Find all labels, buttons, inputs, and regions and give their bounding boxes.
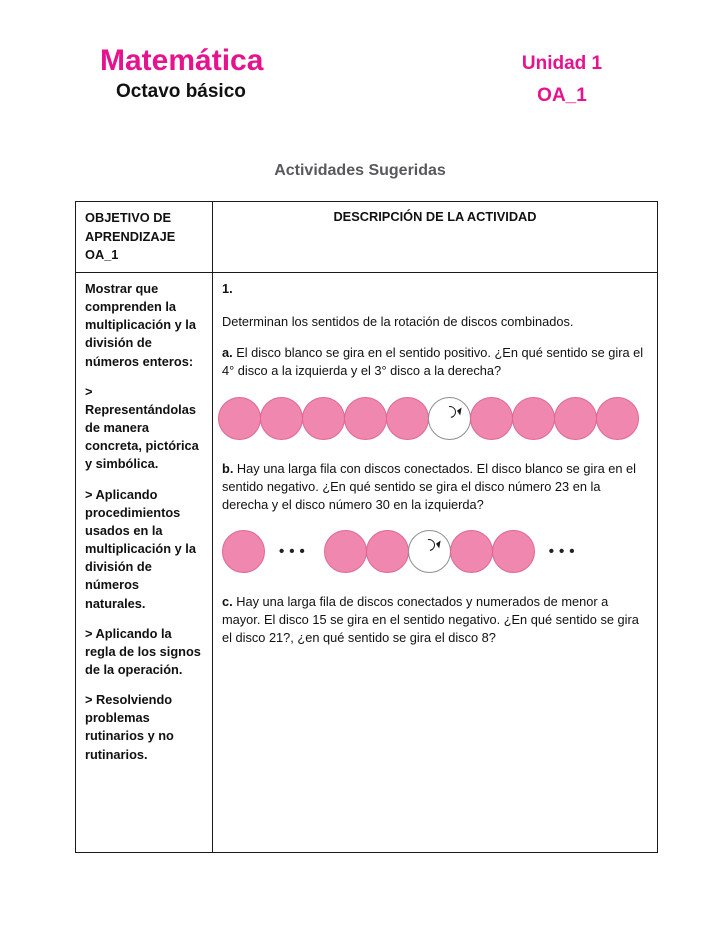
pink-disc bbox=[450, 530, 493, 573]
pink-disc bbox=[260, 397, 303, 440]
pink-disc bbox=[492, 530, 535, 573]
document-header bbox=[0, 0, 720, 108]
item-a-text: El disco blanco se gira en el sentido positivo. ¿En qué sentido se gira el 4° disco a la izquierda y el 3° disco a la derecha? bbox=[222, 345, 644, 379]
doc-subtitle: Octavo básico bbox=[116, 81, 246, 102]
pink-disc bbox=[366, 530, 409, 573]
objective-intro: Mostrar que comprenden la multiplicación y la división de números enteros: bbox=[85, 281, 196, 369]
table-body-row bbox=[76, 273, 658, 853]
pink-disc bbox=[596, 397, 639, 440]
ellipsis-dots: ••• bbox=[548, 543, 580, 561]
header-right bbox=[502, 44, 622, 108]
disc-row-b bbox=[222, 530, 648, 573]
white-disc bbox=[408, 530, 451, 573]
doc-title: Matemática bbox=[100, 44, 264, 77]
item-c-label: c. bbox=[222, 594, 233, 610]
ellipsis-dots: ••• bbox=[279, 543, 310, 561]
activity-table bbox=[75, 201, 658, 853]
unit-label: Unidad 1 bbox=[521, 53, 603, 74]
objective-bullet-3: > Aplicando la regla de los signos de la operación. bbox=[85, 625, 201, 677]
pink-disc bbox=[324, 530, 367, 573]
item-b-label: b. bbox=[222, 460, 234, 476]
white-disc bbox=[428, 397, 471, 440]
activity-item-a bbox=[222, 344, 648, 380]
pink-disc bbox=[302, 397, 345, 440]
rotation-arrow-icon bbox=[421, 537, 438, 554]
header-left bbox=[100, 44, 263, 103]
objective-bullet-2: > Aplicando procedimientos usados en la multiplicación y la división de números naturales. bbox=[85, 486, 196, 611]
activity-number: 1. bbox=[222, 281, 233, 297]
activity-intro: Determinan los sentidos de la rotación de discos combinados. bbox=[222, 314, 574, 330]
disc-row-a bbox=[218, 397, 652, 440]
rotation-arrow-icon bbox=[441, 403, 458, 420]
activity-description-cell bbox=[213, 273, 658, 853]
description-column-header: DESCRIPCIÓN DE LA ACTIVIDAD bbox=[213, 202, 658, 273]
item-a-label: a. bbox=[222, 345, 233, 361]
pink-disc bbox=[470, 397, 513, 440]
pink-disc bbox=[554, 397, 597, 440]
objective-bullet-1: > Representándolas de manera concreta, pictórica y simbólica. bbox=[85, 383, 199, 472]
activity-item-b bbox=[222, 460, 648, 514]
objective-bullet-4: > Resolviendo problemas rutinarios y no rutinarios. bbox=[85, 692, 174, 762]
pink-disc bbox=[344, 397, 387, 440]
objective-cell bbox=[76, 273, 213, 853]
section-title: Actividades Sugeridas bbox=[274, 162, 446, 180]
oa-label: OA_1 bbox=[537, 84, 587, 106]
pink-disc bbox=[218, 397, 261, 440]
pink-disc bbox=[222, 530, 265, 573]
table-header-row bbox=[76, 202, 658, 273]
pink-disc bbox=[386, 397, 429, 440]
item-b-text: Hay una larga fila con discos conectados. El disco blanco se gira en el sentido negativo. ¿En qué sentido se gira el disco número 23 en la derecha y el disco número 30 en la izquierda? bbox=[222, 460, 636, 512]
activity-item-c bbox=[222, 593, 648, 647]
item-c-text: Hay una larga fila de discos conectados y numerados de menor a mayor. El disco 15 se gira en el sentido negativo. ¿En qué sentido se gira el disco 21?, ¿en qué sentido se gira el disco 8? bbox=[222, 594, 639, 646]
pink-disc bbox=[512, 397, 555, 440]
objective-column-header: OBJETIVO DE APRENDIZAJE OA_1 bbox=[76, 202, 213, 273]
